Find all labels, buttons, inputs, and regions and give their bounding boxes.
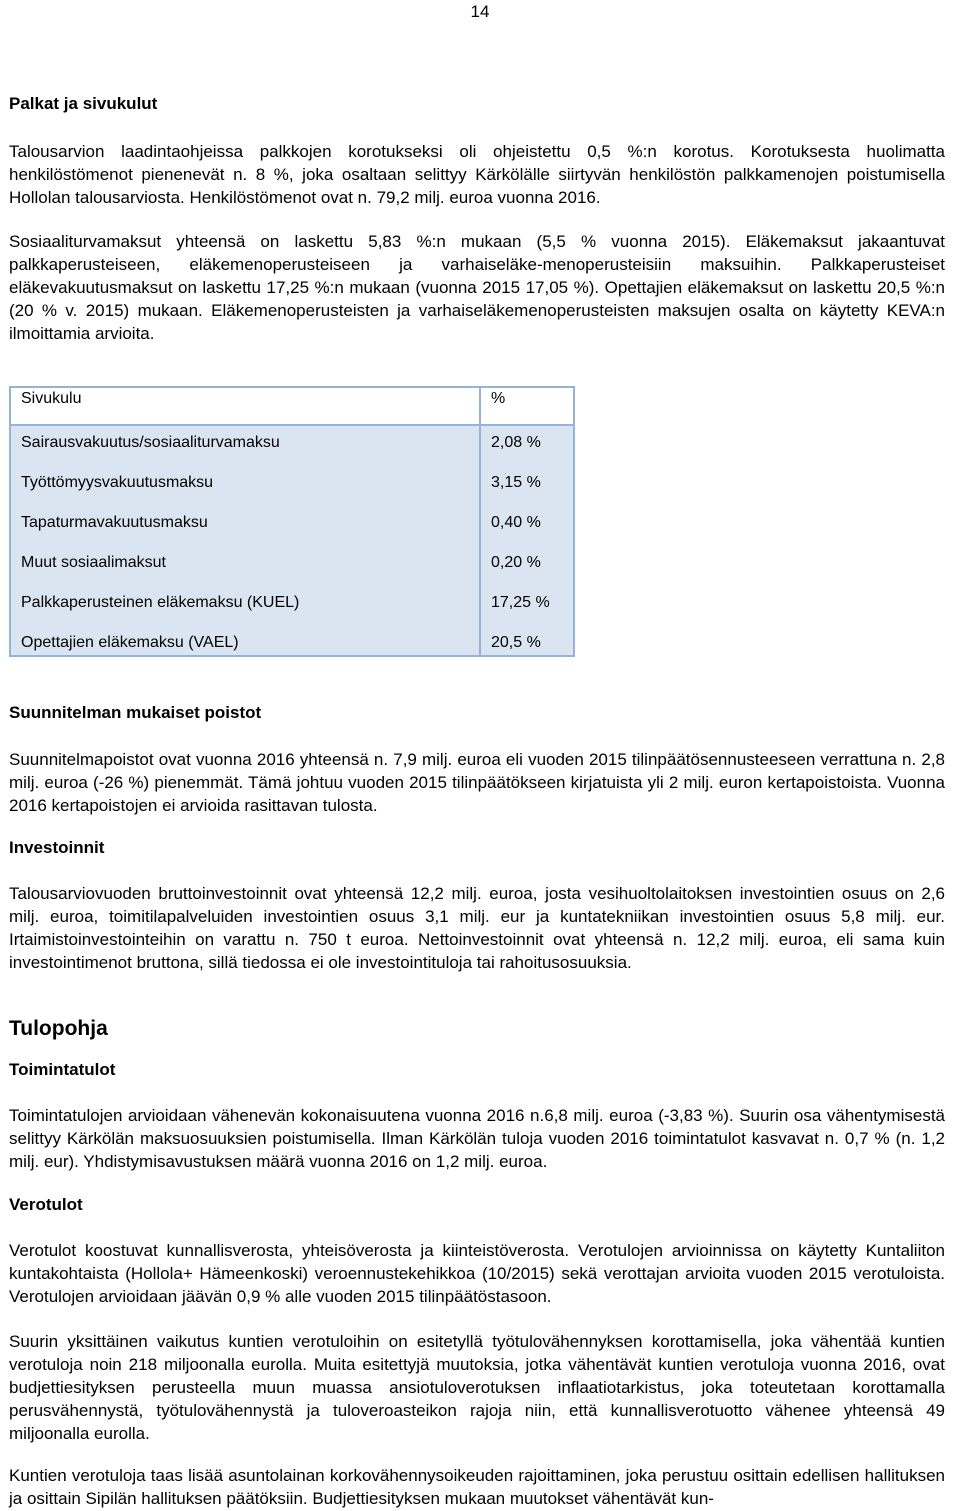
- table-row-value: 2,08 %: [491, 434, 541, 451]
- paragraph-verotulot-2: Suurin yksittäinen vaikutus kuntien verotuloihin on esitetyllä työtulovähennyksen korottamisella, joka vähentää kuntien verotuloja noin 218 miljoonalla eurolla. Muita esitettyjä muutoksia, jotka vähentävät kuntien verotuloja vuonna 2016, ovat budjettiesityksen perusteella muun muassa ansiotuloverotuksen inflaatiotarkistus, joka toteutetaan korottamalla perusvähennystä, työtulovähennystä ja tuloveroasteikon rajoja niin, että kunnallisverotuotto vähenee yhteensä 49 miljoonalla eurolla.: [9, 1332, 945, 1443]
- table-row-label: Sairausvakuutus/sosiaaliturvamaksu: [21, 434, 280, 451]
- heading-investoinnit: Investoinnit: [9, 838, 105, 857]
- heading-verotulot: Verotulot: [9, 1195, 83, 1214]
- table-row-value: 20,5 %: [491, 634, 541, 651]
- column-divider: [479, 388, 481, 428]
- paragraph-verotulot-1: Verotulot koostuvat kunnallisverosta, yhteisöverosta ja kiinteistöverosta. Verotulojen arvioinnissa on käytetty Kuntaliiton kuntakohtaista (Hollola+ Hämeenkoski) veroennustekehikkoa (10/2015) sekä verottajan arvioita vuoden 2015 verotuloista. Verotulojen arvioidaan jäävän 0,9 % alle vuoden 2015 tilinpäätöstasoon.: [9, 1241, 945, 1306]
- paragraph-verotulot-3: Kuntien verotuloja taas lisää asuntolainan korkovähennysoikeuden rajoittaminen, joka perustuu osittain edellisen hallituksen ja osittain Sipilän hallituksen päätöksiin. Budjettiesityksen mukaan muutokset vähentävät kun-: [9, 1466, 945, 1508]
- table-row-label: Muut sosiaalimaksut: [21, 554, 166, 571]
- heading-palkat: Palkat ja sivukulut: [9, 94, 158, 113]
- heading-tulopohja: Tulopohja: [9, 1017, 108, 1040]
- heading-poistot: Suunnitelman mukaiset poistot: [9, 703, 262, 722]
- paragraph-investoinnit-1: Talousarviovuoden bruttoinvestoinnit ovat yhteensä 12,2 milj. euroa, josta vesihuoltolaitoksen investointien osuus on 2,6 milj. euroa, toimitilapalveluiden investointien osuus 3,1 milj. eur ja kuntatekniikan investointien osuus 5,8 milj. eur. Irtaimistoinvestointeihin on varattu n. 750 t euroa. Nettoinvestoinnit ovat yhteensä n. 12,2 milj. euroa, eli sama kuin investointimenot bruttona, sillä tiedossa ei ole investointituloja tai rahoitusosuuksia.: [9, 884, 945, 972]
- paragraph-palkat-1: Talousarvion laadintaohjeissa palkkojen korotukseksi oli ohjeistettu 0,5 %:n korotus. Korotuksesta huolimatta henkilöstömenot pienenevät n. 8 %, joka osaltaan selittyy Kärkölälle siirtyvän henkilöstön palkkamenojen poistumisella Hollolan talousarviosta. Henkilöstömenot ovat n. 79,2 milj. euroa vuonna 2016.: [9, 142, 945, 207]
- column-divider: [479, 426, 481, 655]
- sivukulu-table: [9, 386, 575, 657]
- paragraph-palkat-2: Sosiaaliturvamaksut yhteensä on laskettu 5,83 %:n mukaan (5,5 % vuonna 2015). Eläkemaksut jakaantuvat palkkaperusteiseen, eläkemenoperusteiseen ja varhaiseläke-menoperusteisiin maksuihin. Palkkaperusteiset eläkevakuutusmaksut on laskettu 17,25 %:n mukaan (vuonna 2015 17,05 %). Opettajien eläkemaksut on laskettu 20,5 %:n (20 % v. 2015) mukaan. Eläkemenoperusteisten ja varhaiseläkemenoperusteisten maksujen osalta on käytetty KEVA:n ilmoittamia arvioita.: [9, 232, 945, 343]
- paragraph-poistot-1: Suunnitelmapoistot ovat vuonna 2016 yhteensä n. 7,9 milj. euroa eli vuoden 2015 tilinpäätösennusteeseen verrattuna n. 2,8 milj. euroa (-26 %) pienemmät. Tämä johtuu vuoden 2015 tilinpäätökseen kirjatuista yli 2 milj. euron kertapoistoista. Vuonna 2016 kertapoistojen ei arvioida rasittavan tulosta.: [9, 750, 945, 815]
- table-row-label: Työttömyysvakuutusmaksu: [21, 474, 214, 491]
- table-header-value: %: [491, 390, 506, 407]
- heading-toimintatulot: Toimintatulot: [9, 1060, 116, 1079]
- table-header-row: [9, 386, 575, 426]
- table-row-label: Tapaturmavakuutusmaksu: [21, 514, 208, 531]
- table-row-value: 0,40 %: [491, 514, 541, 531]
- paragraph-toimintatulot-1: Toimintatulojen arvioidaan vähenevän kokonaisuutena vuonna 2016 n.6,8 milj. euroa (-3,83 %). Suurin osa vähentymisestä selittyy Kärkölän maksuosuuksien poistumisella. Ilman Kärkölän tuloja vuoden 2016 toimintatulot kasvavat n. 0,7 % (n. 1,2 milj. eur). Yhdistymisavustuksen määrä vuonna 2016 on 1,2 milj. euroa.: [9, 1106, 945, 1171]
- table-row-label: Opettajien eläkemaksu (VAEL): [21, 634, 239, 651]
- table-row-value: 3,15 %: [491, 474, 541, 491]
- table-row-value: 0,20 %: [491, 554, 541, 571]
- table-row-label: Palkkaperusteinen eläkemaksu (KUEL): [21, 594, 300, 611]
- page-number: 14: [470, 2, 490, 21]
- table-header-label: Sivukulu: [21, 390, 82, 407]
- table-row-value: 17,25 %: [491, 594, 550, 611]
- table-body: [9, 426, 575, 657]
